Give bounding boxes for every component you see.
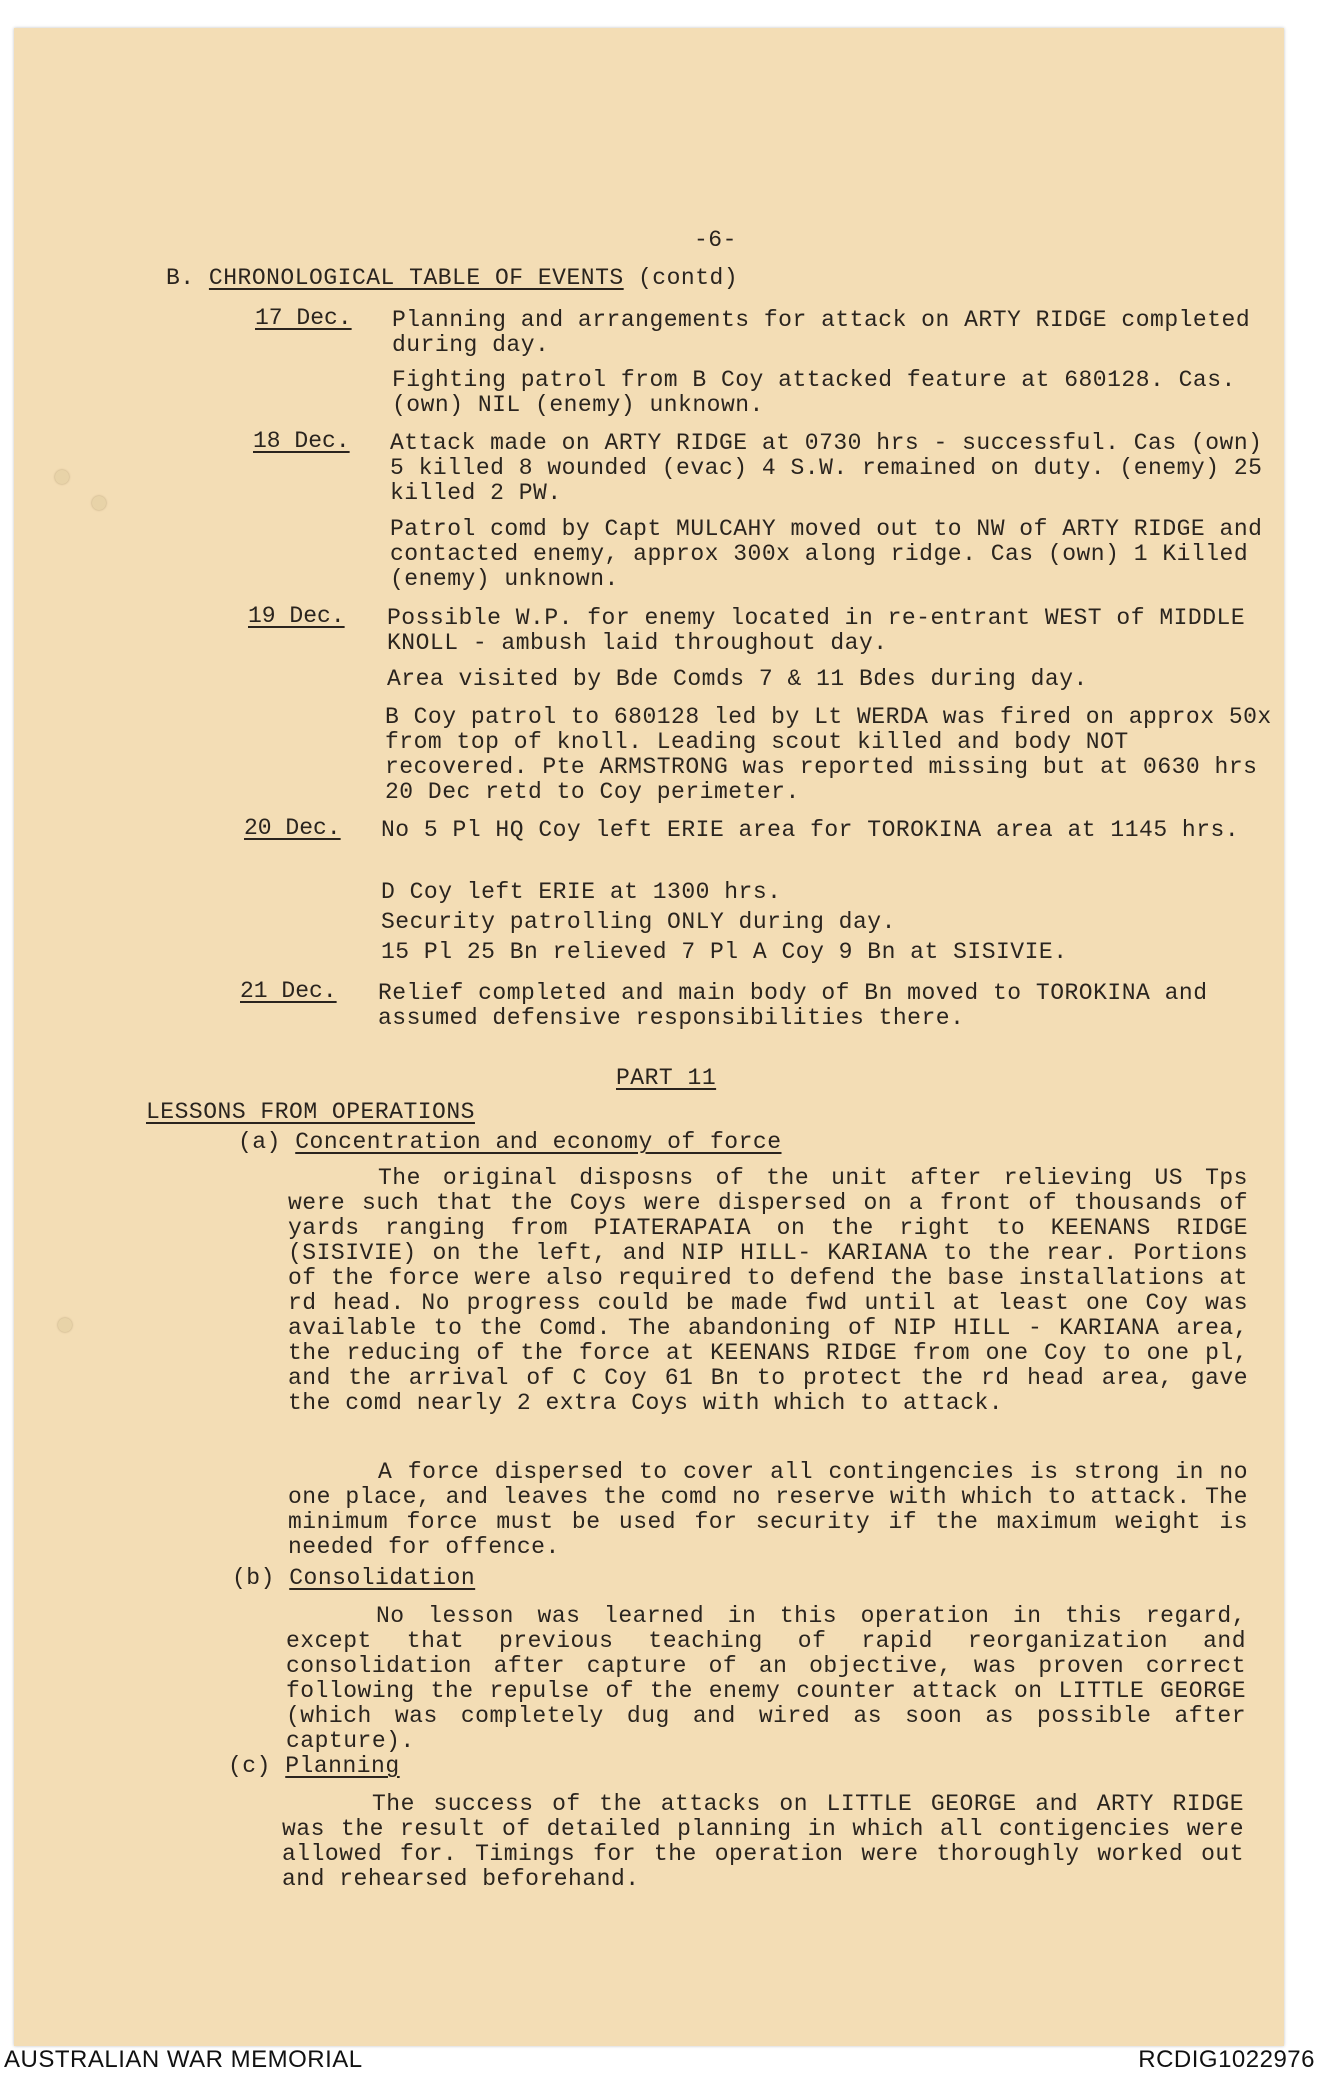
page-number: -6- — [694, 227, 737, 253]
event-entry: 15 Pl 25 Bn relieved 7 Pl A Coy 9 Bn at SISIVIE. — [381, 939, 1068, 965]
lesson-paragraph: The original disposns of the unit after relieving US Tps were such that the Coys were dispersed on a front of thousands of yards ranging from PIATERAPAIA on the right to KEENANS RIDGE (SISIVIE) on the left, and NIP HILL- KARIANA to the rear. Portions of the force were also required to defend the base installations at rd head. No progress could be made fwd until at least one Coy was available to the Comd. The abandoning of NIP HILL - KARIANA area, the reducing of the force at KEENANS RIDGE from one Coy to one pl, and the arrival of C Coy 61 Bn to protect the rd head area, gave the comd nearly 2 extra Coys with which to attack. — [288, 1165, 1248, 1416]
lesson-title: Concentration and economy of force — [295, 1129, 782, 1155]
section-letter: B. — [166, 265, 195, 291]
event-entry: B Coy patrol to 680128 led by Lt WERDA was fired on approx 50x from top of knoll. Leading scout killed and body NOT recovered. Pte ARMSTRONG was reported missing but at 0630 hrs 20 Dec retd to Coy perimeter. — [385, 704, 1272, 805]
event-entry: Area visited by Bde Comds 7 & 11 Bdes during day. — [387, 666, 1088, 692]
event-entry: D Coy left ERIE at 1300 hrs. — [381, 879, 782, 905]
lesson-heading — [232, 1566, 475, 1591]
lesson-letter: (c) — [228, 1753, 271, 1779]
punch-hole-mark — [55, 470, 69, 484]
event-entry: Fighting patrol from B Coy attacked feature at 680128. Cas. (own) NIL (enemy) unknown. — [392, 367, 1236, 418]
event-date: 20 Dec. — [244, 815, 341, 841]
event-date: 18 Dec. — [253, 428, 350, 454]
event-date: 17 Dec. — [255, 305, 352, 331]
part-heading: PART 11 — [616, 1065, 717, 1091]
section-b-heading — [166, 266, 738, 291]
section-title: CHRONOLOGICAL TABLE OF EVENTS — [208, 265, 624, 291]
footer-archive-name: AUSTRALIAN WAR MEMORIAL — [4, 2046, 363, 2073]
event-entry: Security patrolling ONLY during day. — [381, 909, 896, 935]
event-date: 19 Dec. — [248, 603, 345, 629]
lesson-paragraph: The success of the attacks on LITTLE GEORGE and ARTY RIDGE was the result of detailed planning in which all contigencies were allowed for. Timings for the operation were thoroughly worked out and rehearsed beforehand. — [282, 1791, 1244, 1892]
event-entry: Patrol comd by Capt MULCAHY moved out to NW of ARTY RIDGE and contacted enemy, approx 300x along ridge. Cas (own) 1 Killed (enemy) unknown. — [390, 516, 1263, 592]
lessons-heading: LESSONS FROM OPERATIONS — [146, 1099, 475, 1125]
footer-record-id: RCDIG1022976 — [1138, 2046, 1315, 2073]
lesson-title: Planning — [285, 1753, 400, 1779]
lesson-heading — [228, 1754, 400, 1779]
punch-hole-mark — [92, 496, 106, 510]
event-entry: Relief completed and main body of Bn moved to TOROKINA and assumed defensive responsibilities there. — [378, 980, 1208, 1031]
lesson-paragraph: A force dispersed to cover all contingencies is strong in no one place, and leaves the comd no reserve with which to attack. The minimum force must be used for security if the maximum weight is needed for offence. — [288, 1459, 1248, 1560]
lesson-paragraph: No lesson was learned in this operation in this regard, except that previous teaching of rapid reorganization and consolidation after capture of an objective, was proven correct following the repulse of the enemy counter attack on LITTLE GEORGE (which was completely dug and wired as soon as possible after capture). — [286, 1603, 1246, 1754]
lesson-heading — [238, 1130, 782, 1155]
event-date: 21 Dec. — [240, 978, 337, 1004]
lesson-title: Consolidation — [289, 1565, 476, 1591]
section-suffix: (contd) — [638, 265, 739, 291]
event-entry: Possible W.P. for enemy located in re-entrant WEST of MIDDLE KNOLL - ambush laid throughout day. — [387, 605, 1246, 656]
lesson-letter: (a) — [238, 1129, 281, 1155]
lesson-letter: (b) — [232, 1565, 275, 1591]
event-entry: Planning and arrangements for attack on ARTY RIDGE completed during day. — [392, 307, 1251, 358]
punch-hole-mark — [58, 1318, 72, 1332]
event-entry: No 5 Pl HQ Coy left ERIE area for TOROKINA area at 1145 hrs. — [381, 817, 1240, 843]
event-entry: Attack made on ARTY RIDGE at 0730 hrs - successful. Cas (own) 5 killed 8 wounded (evac) 4 S.W. remained on duty. (enemy) 25 killed 2 PW. — [390, 430, 1263, 506]
